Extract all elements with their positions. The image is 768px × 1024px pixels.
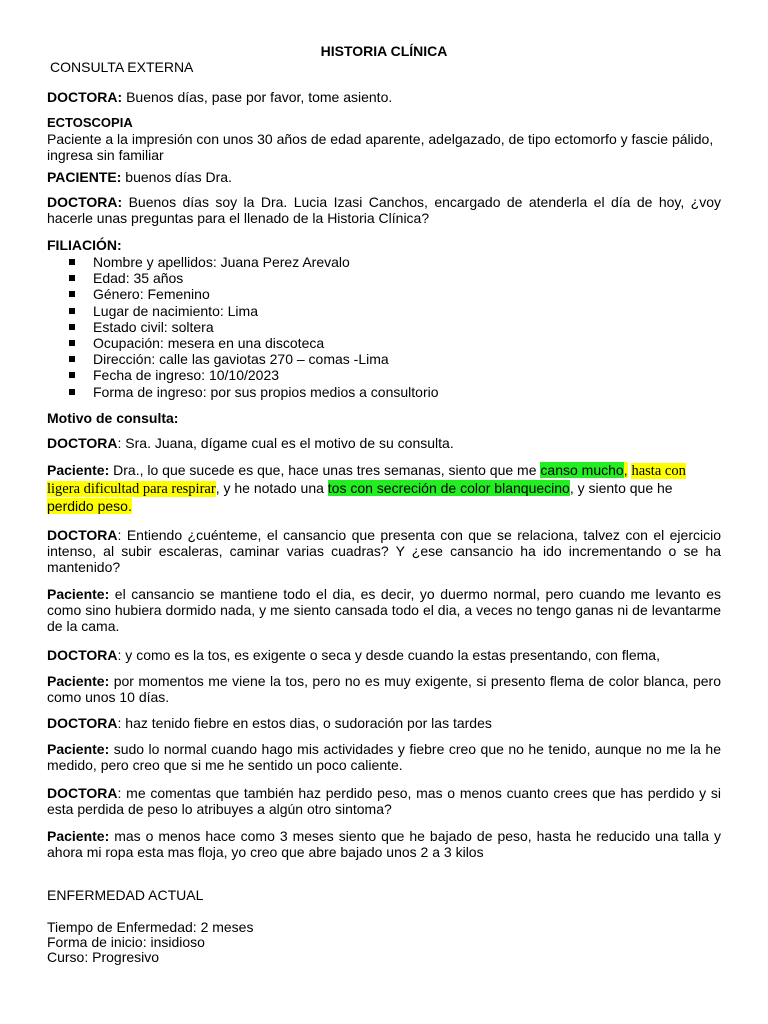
- dialogue-patient-4: [47, 741, 721, 773]
- motivo-heading: [47, 410, 721, 426]
- dialogue-doctor-1: [47, 435, 721, 451]
- patient-greeting: [47, 169, 721, 185]
- filiacion-list: [47, 254, 647, 400]
- list-item-text: Fecha de ingreso: 10/10/2023: [93, 367, 280, 384]
- speaker-label: Paciente:: [47, 586, 110, 602]
- speaker-label: PACIENTE:: [47, 169, 122, 185]
- bullet-icon: [69, 275, 75, 281]
- list-item: [47, 270, 647, 286]
- filiacion-heading-text: FILIACIÓN:: [47, 237, 122, 253]
- page-subtitle: CONSULTA EXTERNA: [50, 59, 194, 75]
- dialogue-text: : haz tenido fiebre en estos dias, o sudoración por las tardes: [117, 715, 492, 731]
- speaker-label: DOCTORA: [47, 715, 118, 731]
- dialogue-patient-2: [47, 586, 721, 634]
- highlight-symptom-dyspnea: hasta con ligera dificultad para respirar: [47, 463, 686, 497]
- dialogue-text: el cansancio se mantiene todo el dia, es decir, yo duermo normal, pero cuando me levanto es como sino hubiera dormido nada, y me siento cansada todo el dia, a veces no tengo ganas ni de levantarme de la cama.: [47, 586, 721, 634]
- ectoscopia-heading: ECTOSCOPIA: [47, 115, 133, 130]
- list-item-text: Dirección: calle las gaviotas 270 – comas -Lima: [93, 351, 389, 368]
- enfermedad-inicio: Forma de inicio: insidioso: [47, 934, 205, 950]
- dialogue-patient-5: [47, 828, 721, 860]
- speaker-label: Paciente:: [47, 741, 110, 757]
- list-item-text: Género: Femenino: [93, 286, 210, 303]
- filiacion-heading: [47, 237, 721, 253]
- speaker-label: DOCTORA: [47, 647, 118, 663]
- list-item: [47, 367, 647, 383]
- dialogue-doctor-4: [47, 715, 721, 731]
- ectoscopia-text: Paciente a la impresión con unos 30 años de edad aparente, adelgazado, de tipo ectomorfo y fascie pálido, ingresa sin familiar: [47, 131, 714, 163]
- list-item: [47, 286, 647, 302]
- list-item-text: Estado civil: soltera: [93, 318, 214, 335]
- list-item-text: Edad: 35 años: [93, 270, 184, 287]
- ectoscopia-section: [47, 115, 721, 163]
- dialogue-text: Dra., lo que sucede es que, hace unas tres semanas, siento que me: [109, 462, 541, 478]
- dialogue-text: : me comentas que también haz perdido peso, mas o menos cuanto crees que has perdido y si esta perdida de peso lo atribuyes a algún otro sintoma?: [47, 785, 721, 817]
- dialogue-text: : Sra. Juana, dígame cual es el motivo de su consulta.: [117, 435, 454, 451]
- list-item: [47, 335, 647, 351]
- dialogue-text: Buenos días, pase por favor, tome asiento.: [122, 89, 393, 105]
- bullet-icon: [69, 259, 75, 265]
- list-item: [47, 384, 647, 400]
- list-item: [47, 254, 647, 270]
- list-item-text: Ocupación: mesera en una discoteca: [93, 334, 325, 351]
- dialogue-text: Buenos días soy la Dra. Lucia Izasi Canchos, encargado de atenderla el día de hoy, ¿voy hacerle unas preguntas para el llenado de la Historia Clínica?: [47, 194, 721, 226]
- bullet-icon: [69, 340, 75, 346]
- dialogue-text: mas o menos hace como 3 meses siento que he bajado de peso, hasta he reducido una talla y ahora mi ropa esta mas floja, yo creo que abre bajado unos 2 a 3 kilos: [47, 828, 721, 860]
- enfermedad-details: [47, 920, 721, 965]
- doctor-intro: [47, 194, 721, 226]
- speaker-label: DOCTORA:: [47, 194, 123, 210]
- bullet-icon: [69, 308, 75, 314]
- speaker-label: Paciente:: [47, 673, 110, 689]
- page-title: HISTORIA CLÍNICA: [320, 43, 448, 59]
- highlight-symptom-cough: tos con secreción de color blanquecino: [327, 480, 570, 496]
- bullet-icon: [69, 389, 75, 395]
- dialogue-patient-3: [47, 673, 721, 705]
- list-item-text: Forma de ingreso: por sus propios medios a consultorio: [93, 383, 439, 400]
- enfermedad-heading: ENFERMEDAD ACTUAL: [47, 887, 204, 903]
- bullet-icon: [69, 324, 75, 330]
- bullet-icon: [69, 372, 75, 378]
- list-item: [47, 351, 647, 367]
- dialogue-doctor-2: [47, 527, 721, 575]
- list-item: [47, 319, 647, 335]
- speaker-label: DOCTORA:: [47, 89, 123, 105]
- dialogue-text: : y como es la tos, es exigente o seca y desde cuando la estas presentando, con flema,: [117, 647, 660, 663]
- list-item: [47, 303, 647, 319]
- dialogue-text: , y siento que he: [569, 480, 673, 496]
- dialogue-text: por momentos me viene la tos, pero no es muy exigente, si presento flema de color blanca, pero como unos 10 días.: [47, 673, 721, 705]
- dialogue-text: ,: [623, 462, 628, 478]
- list-item-text: Lugar de nacimiento: Lima: [93, 302, 258, 319]
- dialogue-patient-1: [47, 462, 721, 515]
- doctor-greeting: [47, 89, 721, 105]
- bullet-icon: [69, 356, 75, 362]
- dialogue-text: sudo lo normal cuando hago mis actividades y fiebre creo que no he tenido, aunque no me la he medido, pero creo que si me he sentido un poco caliente.: [47, 741, 721, 773]
- dialogue-doctor-5: [47, 785, 721, 817]
- enfermedad-tiempo: Tiempo de Enfermedad: 2 meses: [47, 919, 254, 935]
- bullet-icon: [69, 291, 75, 297]
- dialogue-text: : Entiendo ¿cuénteme, el cansancio que presenta con que se relaciona, talvez con el ejercicio intenso, al subir escaleras, caminar varias cuadras? Y ¿ese cansancio ha ido incrementando o se ha mantenido?: [47, 527, 721, 575]
- highlight-symptom-fatigue: canso mucho: [540, 462, 624, 478]
- dialogue-text: , y he notado una: [215, 480, 328, 496]
- dialogue-doctor-3: [47, 647, 721, 663]
- dialogue-text: buenos días Dra.: [121, 169, 232, 185]
- speaker-label: DOCTORA: [47, 435, 118, 451]
- enfermedad-curso: Curso: Progresivo: [47, 949, 160, 965]
- motivo-heading-text: Motivo de consulta:: [47, 410, 179, 426]
- speaker-label: DOCTORA: [47, 785, 118, 801]
- list-item-text: Nombre y apellidos: Juana Perez Arevalo: [93, 254, 350, 270]
- highlight-symptom-weight-loss: perdido peso.: [47, 498, 132, 514]
- speaker-label: Paciente:: [47, 462, 110, 478]
- speaker-label: Paciente:: [47, 828, 110, 844]
- speaker-label: DOCTORA: [47, 527, 118, 543]
